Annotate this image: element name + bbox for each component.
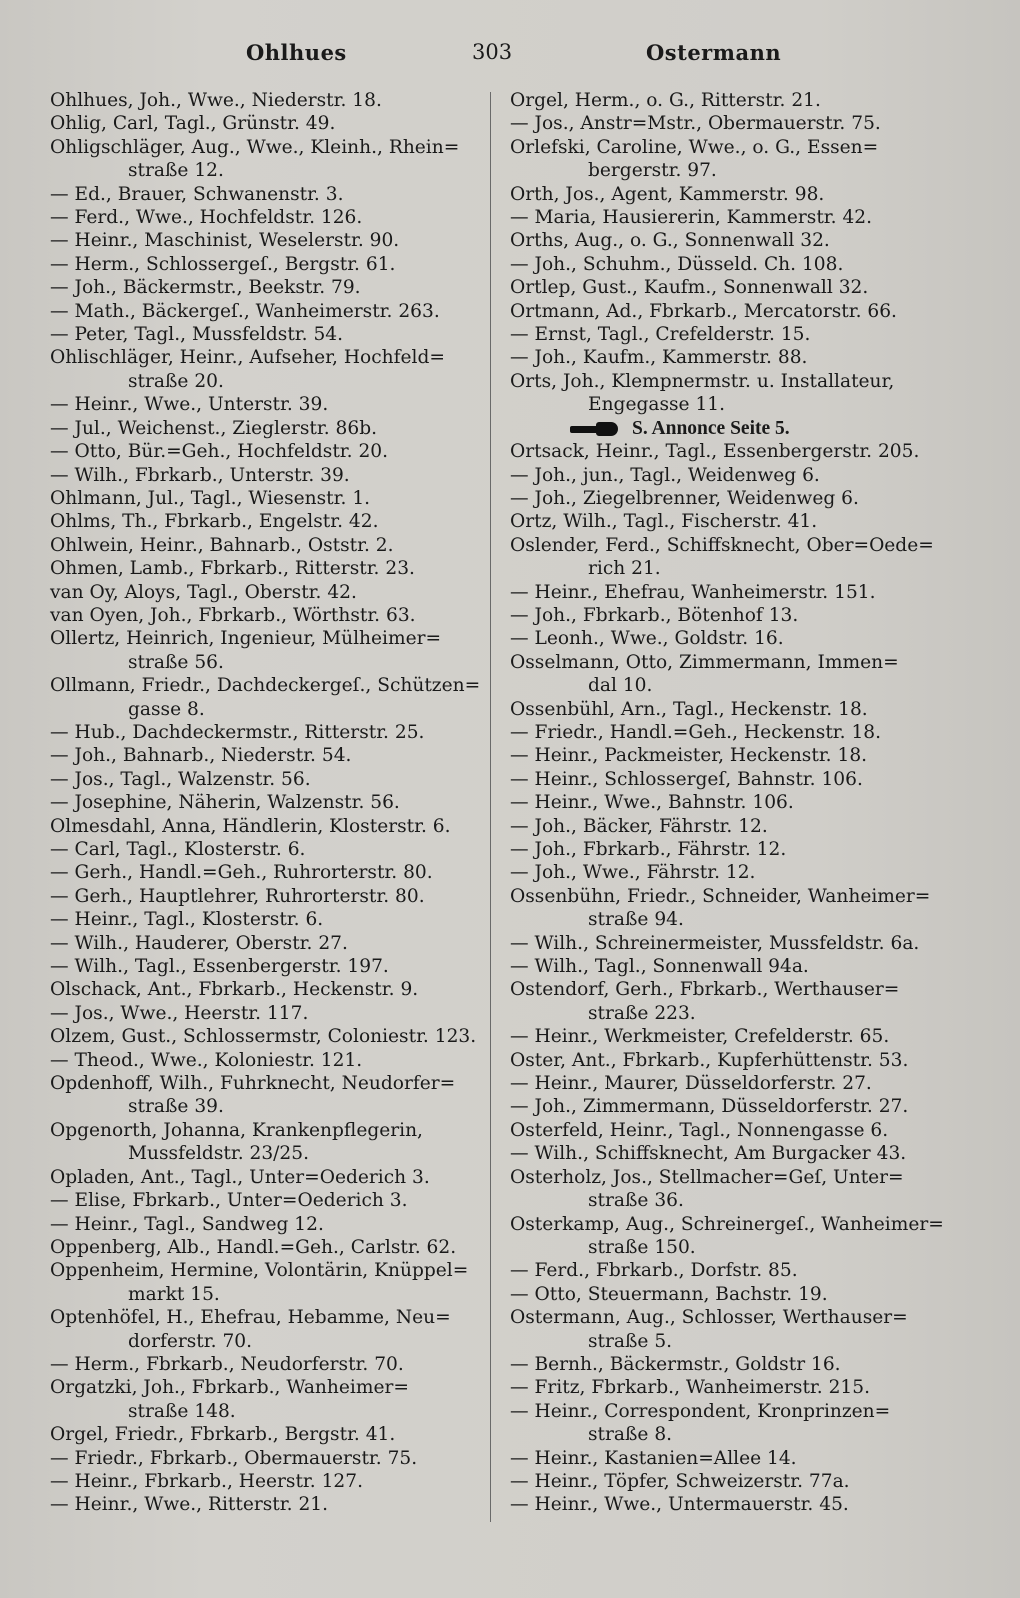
directory-entry — [50, 1423, 482, 1446]
entry-continuation: markt 15. — [128, 1283, 220, 1305]
entry-continuation: straße 12. — [128, 160, 224, 182]
directory-entry — [510, 1283, 950, 1306]
entry-text: — Peter, Tagl., Mussfeldstr. 54. — [50, 324, 344, 346]
entry-text: Ostermann, Aug., Schlosser, Werthauser= — [510, 1307, 908, 1329]
directory-entry — [510, 1259, 950, 1282]
entry-text: — Friedr., Fbrkarb., Obermauerstr. 75. — [50, 1447, 418, 1469]
directory-entry — [510, 183, 950, 206]
directory-entry — [510, 604, 950, 627]
directory-entry — [50, 1447, 482, 1470]
directory-entry — [510, 534, 950, 581]
entry-continuation: straße 150. — [588, 1236, 696, 1258]
directory-entry — [510, 89, 950, 112]
directory-entry — [510, 1376, 950, 1399]
directory-entry — [50, 885, 482, 908]
entry-text: — Heinr., Ehefrau, Wanheimerstr. 151. — [510, 581, 876, 603]
directory-entry — [50, 1353, 482, 1376]
directory-entry — [510, 1025, 950, 1048]
entry-continuation: straße 94. — [588, 909, 684, 931]
entry-text: — Joh., Kaufm., Kammerstr. 88. — [510, 347, 808, 369]
entry-text: Ohmen, Lamb., Fbrkarb., Ritterstr. 23. — [50, 558, 415, 580]
directory-entry — [510, 1142, 950, 1165]
entry-text: — Bernh., Bäckermstr., Goldstr 16. — [510, 1353, 841, 1375]
entry-continuation: straße 8. — [588, 1424, 673, 1446]
entry-text: Ohlhues, Joh., Wwe., Niederstr. 18. — [50, 90, 382, 111]
entry-text: — Heinr., Maurer, Düsseldorferstr. 27. — [510, 1073, 872, 1095]
entry-text: — Heinr., Tagl., Sandweg 12. — [50, 1213, 324, 1235]
directory-entry — [50, 1306, 482, 1353]
entry-text: Orlefski, Caroline, Wwe., o. G., Essen= — [510, 136, 879, 158]
entry-text: — Wilh., Schreinermeister, Mussfeldstr. 6a. — [510, 932, 920, 954]
entry-text: Olmesdahl, Anna, Händlerin, Klosterstr. 6. — [50, 815, 451, 837]
left-column — [50, 89, 482, 1517]
directory-entry — [50, 721, 482, 744]
entry-text: Ollertz, Heinrich, Ingenieur, Mülheimer= — [50, 628, 442, 650]
entry-text: van Oy, Aloys, Tagl., Oberstr. 42. — [50, 581, 357, 603]
entry-text: — Heinr., Correspondent, Kronprinzen= — [510, 1400, 891, 1422]
directory-entry — [50, 487, 482, 510]
entry-text: Optenhöfel, H., Ehefrau, Hebamme, Neu= — [50, 1307, 451, 1329]
header-left-word: Ohlhues — [246, 40, 347, 65]
directory-entry — [510, 487, 950, 510]
directory-entry — [50, 323, 482, 346]
directory-entry — [50, 276, 482, 299]
directory-entry — [50, 932, 482, 955]
directory-entry — [50, 1049, 482, 1072]
entry-text: Orgel, Friedr., Fbrkarb., Bergstr. 41. — [50, 1424, 396, 1446]
entry-text: — Joh., Bahnarb., Niederstr. 54. — [50, 745, 352, 767]
directory-entry — [50, 1376, 482, 1423]
directory-entry — [50, 1189, 482, 1212]
annonce-text: S. Annonce Seite 5. — [632, 417, 790, 439]
directory-entry — [50, 510, 482, 533]
entry-text: Ollmann, Friedr., Dachdeckergeſ., Schützen= — [50, 675, 481, 697]
directory-entry — [50, 1493, 482, 1516]
directory-entry — [50, 1213, 482, 1236]
directory-entry — [50, 744, 482, 767]
entry-text: — Joh., Fbrkarb., Bötenhof 13. — [510, 604, 799, 626]
entry-text: Osterholz, Jos., Stellmacher=Geſ, Unter= — [510, 1166, 904, 1188]
directory-entry — [510, 1447, 950, 1470]
entry-text: Ohlischläger, Heinr., Aufseher, Hochfeld= — [50, 347, 445, 369]
directory-entry — [510, 978, 950, 1025]
directory-entry — [510, 651, 950, 698]
entry-text: — Joh., jun., Tagl., Weidenweg 6. — [510, 464, 820, 486]
entry-text: — Friedr., Handl.=Geh., Heckenstr. 18. — [510, 721, 882, 743]
entry-continuation: straße 20. — [128, 370, 224, 392]
entry-continuation: straße 223. — [588, 1002, 696, 1024]
directory-entry — [50, 1072, 482, 1119]
entry-text: Ostendorf, Gerh., Fbrkarb., Werthauser= — [510, 979, 900, 1001]
directory-entry — [50, 1119, 482, 1166]
entry-text: — Otto, Bür.=Geh., Hochfeldstr. 20. — [50, 441, 389, 463]
directory-entry — [50, 417, 482, 440]
directory-entry — [510, 229, 950, 252]
entry-text: Olschack, Ant., Fbrkarb., Heckenstr. 9. — [50, 979, 419, 1001]
directory-entry — [50, 1470, 482, 1493]
entry-text: — Gerh., Handl.=Geh., Ruhrorterstr. 80. — [50, 862, 433, 884]
entry-text: — Heinr., Fbrkarb., Heerstr. 127. — [50, 1470, 363, 1492]
entry-continuation: dorferstr. 70. — [128, 1330, 253, 1352]
entry-text: — Joh., Schuhm., Düsseld. Ch. 108. — [510, 253, 844, 275]
directory-entry — [50, 604, 482, 627]
directory-entry — [510, 581, 950, 604]
directory-entry — [50, 815, 482, 838]
directory-entry — [50, 581, 482, 604]
directory-entry — [50, 627, 482, 674]
entry-text: — Ferd., Wwe., Hochfeldstr. 126. — [50, 207, 363, 229]
directory-entry — [50, 346, 482, 393]
entry-text: Orgel, Herm., o. G., Ritterstr. 21. — [510, 90, 821, 111]
entry-text: Ossenbühl, Arn., Tagl., Heckenstr. 18. — [510, 698, 868, 720]
entry-text: Oppenberg, Alb., Handl.=Geh., Carlstr. 62. — [50, 1236, 457, 1258]
entry-text: Ossenbühn, Friedr., Schneider, Wanheimer= — [510, 885, 931, 907]
directory-entry — [510, 955, 950, 978]
entry-text: — Heinr., Tagl., Klosterstr. 6. — [50, 909, 324, 931]
entry-text: Opgenorth, Johanna, Krankenpflegerin, — [50, 1119, 423, 1141]
directory-entry — [510, 1049, 950, 1072]
entry-text: — Joh., Wwe., Fährstr. 12. — [510, 862, 756, 884]
entry-text: — Maria, Hausiererin, Kammerstr. 42. — [510, 207, 873, 229]
entry-text: — Otto, Steuermann, Bachstr. 19. — [510, 1283, 828, 1305]
directory-entry — [50, 393, 482, 416]
directory-entry — [510, 815, 950, 838]
directory-entry — [510, 1119, 950, 1142]
directory-entry — [510, 1095, 950, 1118]
directory-entry — [510, 744, 950, 767]
entry-text: — Theod., Wwe., Koloniestr. 121. — [50, 1049, 363, 1071]
entry-text: — Herm., Schlossergeſ., Bergstr. 61. — [50, 253, 396, 275]
entry-text: Oster, Ant., Fbrkarb., Kupferhüttenstr. 53. — [510, 1049, 909, 1071]
page-header — [0, 40, 1020, 74]
entry-text: — Wilh., Schiffsknecht, Am Burgacker 43. — [510, 1143, 907, 1165]
entry-text: — Joh., Ziegelbrenner, Weidenweg 6. — [510, 487, 859, 509]
entry-text: — Carl, Tagl., Klosterstr. 6. — [50, 839, 306, 860]
entry-text: — Heinr., Maschinist, Weselerstr. 90. — [50, 230, 400, 252]
entry-text: Opladen, Ant., Tagl., Unter=Oederich 3. — [50, 1166, 430, 1188]
entry-text: van Oyen, Joh., Fbrkarb., Wörthstr. 63. — [50, 604, 416, 626]
directory-entry — [510, 861, 950, 884]
entry-text: Ohlmann, Jul., Tagl., Wiesenstr. 1. — [50, 487, 371, 509]
entry-text: — Jos., Anstr=Mstr., Obermauerstr. 75. — [510, 113, 881, 135]
directory-entry — [50, 253, 482, 276]
entry-text: Oslender, Ferd., Schiffsknecht, Ober=Oede= — [510, 534, 934, 556]
directory-entry — [50, 206, 482, 229]
directory-entry — [510, 885, 950, 932]
directory-entry — [510, 1493, 950, 1516]
directory-entry — [50, 440, 482, 463]
entry-continuation: rich 21. — [588, 558, 661, 580]
entry-text: — Heinr., Wwe., Unterstr. 39. — [50, 394, 329, 416]
entry-text: — Joh., Bäcker, Fährstr. 12. — [510, 815, 768, 837]
directory-entry — [50, 1002, 482, 1025]
entry-text: — Gerh., Hauptlehrer, Ruhrorterstr. 80. — [50, 885, 425, 907]
entry-text: — Ernst, Tagl., Crefelderstr. 15. — [510, 324, 811, 346]
directory-entry — [510, 1306, 950, 1353]
entry-text: — Leonh., Wwe., Goldstr. 16. — [510, 628, 784, 650]
entry-text: Oppenheim, Hermine, Volontärin, Knüppel= — [50, 1260, 469, 1282]
directory-entry — [50, 112, 482, 135]
entry-continuation: Mussfeldstr. 23/25. — [128, 1143, 310, 1165]
directory-entry — [50, 136, 482, 183]
entry-text: — Heinr., Schlossergeſ, Bahnstr. 106. — [510, 768, 863, 790]
directory-entry — [510, 627, 950, 650]
directory-entry — [50, 300, 482, 323]
entry-text: Orth, Jos., Agent, Kammerstr. 98. — [510, 183, 825, 205]
entry-continuation: straße 148. — [128, 1400, 236, 1422]
entry-text: — Herm., Fbrkarb., Neudorferstr. 70. — [50, 1353, 404, 1375]
entry-text: — Wilh., Tagl., Essenbergerstr. 197. — [50, 956, 389, 978]
directory-entry — [510, 417, 950, 440]
entry-text: Ohlwein, Heinr., Bahnarb., Oststr. 2. — [50, 534, 394, 556]
directory-entry — [50, 838, 482, 861]
entry-text: — Heinr., Wwe., Bahnstr. 106. — [510, 792, 794, 814]
entry-continuation: gasse 8. — [128, 698, 205, 720]
directory-entry — [510, 698, 950, 721]
directory-entry — [510, 276, 950, 299]
entry-text: — Jos., Wwe., Heerstr. 117. — [50, 1002, 309, 1024]
directory-entry — [50, 791, 482, 814]
directory-entry — [50, 464, 482, 487]
directory-entry — [50, 955, 482, 978]
entry-continuation: straße 39. — [128, 1096, 224, 1118]
entry-text: — Elise, Fbrkarb., Unter=Oederich 3. — [50, 1190, 408, 1212]
entry-text: Ortmann, Ad., Fbrkarb., Mercatorstr. 66. — [510, 300, 897, 322]
entry-text: Orgatzki, Joh., Fbrkarb., Wanheimer= — [50, 1377, 409, 1399]
entry-text: Ohlms, Th., Fbrkarb., Engelstr. 42. — [50, 511, 379, 533]
page-number: 303 — [472, 40, 513, 64]
entry-text: Olzem, Gust., Schlossermstr, Coloniestr. 123. — [50, 1026, 477, 1048]
pointing-hand-icon — [570, 422, 624, 436]
entry-text: Osterkamp, Aug., Schreinergeſ., Wanheimer= — [510, 1213, 944, 1235]
entry-text: Orths, Aug., o. G., Sonnenwall 32. — [510, 230, 830, 252]
entry-text: — Jul., Weichenst., Zieglerstr. 86b. — [50, 417, 378, 439]
directory-entry — [50, 89, 482, 112]
entry-text: Ohligschläger, Aug., Wwe., Kleinh., Rhein= — [50, 136, 460, 158]
directory-entry — [50, 861, 482, 884]
directory-entry — [510, 1213, 950, 1260]
directory-entry — [510, 464, 950, 487]
directory-entry — [510, 1166, 950, 1213]
entry-text: — Joh., Bäckermstr., Beekstr. 79. — [50, 277, 361, 299]
entry-text: Osselmann, Otto, Zimmermann, Immen= — [510, 651, 899, 673]
entry-text: — Heinr., Wwe., Ritterstr. 21. — [50, 1494, 329, 1516]
entry-continuation: straße 5. — [588, 1330, 673, 1352]
directory-entry — [510, 838, 950, 861]
directory-entry — [510, 112, 950, 135]
directory-entry — [510, 346, 950, 369]
directory-entry — [510, 1353, 950, 1376]
entry-text: Opdenhoff, Wilh., Fuhrknecht, Neudorfer= — [50, 1073, 456, 1095]
header-right-word: Ostermann — [646, 40, 782, 65]
entry-text: — Josephine, Näherin, Walzenstr. 56. — [50, 792, 400, 814]
entry-text: — Heinr., Kastanien=Allee 14. — [510, 1447, 797, 1469]
directory-entry — [50, 183, 482, 206]
directory-entry — [50, 768, 482, 791]
directory-entry — [50, 557, 482, 580]
entry-text: — Wilh., Tagl., Sonnenwall 94a. — [510, 956, 809, 978]
directory-entry — [510, 510, 950, 533]
entry-text: — Wilh., Hauderer, Oberstr. 27. — [50, 932, 348, 954]
entry-continuation: Engegasse 11. — [588, 394, 726, 416]
entry-continuation: bergerstr. 97. — [588, 160, 717, 182]
entry-continuation: dal 10. — [588, 675, 653, 697]
directory-entry — [510, 136, 950, 183]
directory-entry — [510, 721, 950, 744]
directory-entry — [50, 1166, 482, 1189]
entry-text: — Jos., Tagl., Walzenstr. 56. — [50, 768, 311, 790]
entry-text: — Heinr., Töpfer, Schweizerstr. 77a. — [510, 1470, 850, 1492]
entry-text: Ohlig, Carl, Tagl., Grünstr. 49. — [50, 113, 336, 135]
entry-text: — Ferd., Fbrkarb., Dorfstr. 85. — [510, 1260, 798, 1282]
column-divider — [490, 92, 491, 1522]
entry-text: — Wilh., Fbrkarb., Unterstr. 39. — [50, 464, 350, 486]
entry-text: — Hub., Dachdeckermstr., Ritterstr. 25. — [50, 721, 425, 743]
directory-entry — [510, 300, 950, 323]
directory-entry — [50, 908, 482, 931]
entry-continuation: straße 56. — [128, 651, 224, 673]
entry-text: — Ed., Brauer, Schwanenstr. 3. — [50, 183, 344, 205]
entry-text: — Math., Bäckergeſ., Wanheimerstr. 263. — [50, 300, 440, 322]
entry-text: — Heinr., Packmeister, Heckenstr. 18. — [510, 745, 868, 767]
entry-text: Ortz, Wilh., Tagl., Fischerstr. 41. — [510, 511, 818, 533]
directory-entry — [50, 1025, 482, 1048]
directory-entry — [510, 253, 950, 276]
directory-entry — [50, 674, 482, 721]
directory-entry — [510, 323, 950, 346]
directory-entry — [510, 1470, 950, 1493]
entry-text: Ortsack, Heinr., Tagl., Essenbergerstr. 205. — [510, 441, 920, 463]
entry-text: — Fritz, Fbrkarb., Wanheimerstr. 215. — [510, 1377, 870, 1399]
entry-text: Osterfeld, Heinr., Tagl., Nonnengasse 6. — [510, 1119, 889, 1141]
directory-entry — [510, 440, 950, 463]
directory-entry — [510, 1072, 950, 1095]
directory-entry — [510, 1400, 950, 1447]
entry-text: — Heinr., Wwe., Untermauerstr. 45. — [510, 1494, 849, 1516]
directory-entry — [50, 229, 482, 252]
directory-entry — [510, 932, 950, 955]
directory-entry — [50, 978, 482, 1001]
directory-entry — [510, 768, 950, 791]
directory-entry — [50, 1259, 482, 1306]
entry-text: Orts, Joh., Klempnermstr. u. Installateur, — [510, 370, 895, 392]
directory-entry — [50, 534, 482, 557]
annonce-reference — [510, 417, 950, 440]
entry-text: Ortlep, Gust., Kaufm., Sonnenwall 32. — [510, 277, 869, 299]
directory-entry — [510, 206, 950, 229]
directory-entry — [510, 370, 950, 417]
entry-text: — Joh., Zimmermann, Düsseldorferstr. 27. — [510, 1096, 909, 1118]
right-column — [510, 89, 950, 1517]
entry-text: — Joh., Fbrkarb., Fährstr. 12. — [510, 839, 787, 860]
directory-entry — [50, 1236, 482, 1259]
directory-entry — [510, 791, 950, 814]
entry-continuation: straße 36. — [588, 1190, 684, 1212]
entry-text: — Heinr., Werkmeister, Crefelderstr. 65. — [510, 1026, 890, 1048]
